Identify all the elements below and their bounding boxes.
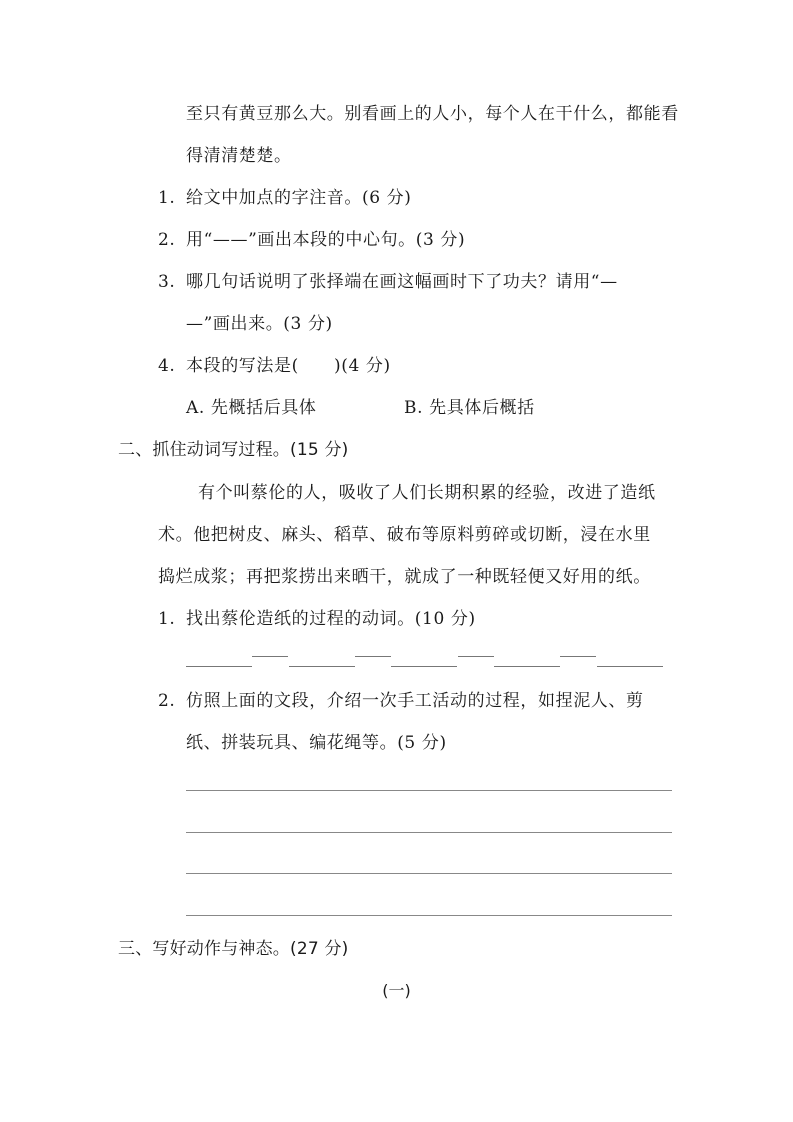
question-1-2 [158,228,465,252]
blank-separator [355,656,391,657]
answer-blank-2[interactable] [289,666,355,667]
question-text: 找出蔡伦造纸的过程的动词。(10 分) [186,609,476,629]
question-text: 哪几句话说明了张择端在画这幅画时下了功夫？请用“— [186,272,618,292]
question-number: 3. [158,272,176,292]
question-1-1 [158,186,411,210]
answer-writing-line-2[interactable] [186,832,672,833]
option-b[interactable] [404,396,535,420]
answer-writing-line-1[interactable] [186,790,672,791]
answer-blank-1[interactable] [186,666,252,667]
option-b-text: 先具体后概括 [429,398,535,418]
question-2-2-continuation: 纸、拼装玩具、编花绳等。(5 分) [186,733,447,753]
answer-blank-4[interactable] [494,666,560,667]
question-text: 用“——”画出本段的中心句。(3 分) [186,230,466,250]
passage-line-1: 至只有黄豆那么大。别看画上的人小，每个人在干什么，都能看 [186,104,679,124]
question-1-3 [158,270,618,294]
question-1-3-continuation: —”画出来。(3 分) [186,314,333,334]
question-number: 1. [158,609,176,629]
question-2-1 [158,607,476,631]
question-text: 仿照上面的文段，介绍一次手工活动的过程，如捏泥人、剪 [186,691,644,711]
blank-separator [560,656,596,657]
question-text: 本段的写法是( )(4 分) [186,356,391,376]
question-number: 1. [158,188,176,208]
section-2-heading: 二、抓住动词写过程。(15 分) [118,440,349,460]
section-2-passage-line-2: 术。他把树皮、麻头、稻草、破布等原料剪碎或切断，浸在水里 [158,525,651,545]
option-a[interactable] [186,396,398,420]
option-b-label: B. [404,398,424,418]
question-number: 4. [158,356,176,376]
blank-separator [252,656,288,657]
answer-blank-3[interactable] [391,666,457,667]
answer-writing-line-3[interactable] [186,873,672,874]
section-3-subheading: (一) [382,981,411,1000]
question-2-2 [158,689,644,713]
section-2-passage-line-1: 有个叫蔡伦的人，吸收了人们长期积累的经验，改进了造纸 [198,483,656,503]
passage-line-2: 得清清楚楚。 [186,146,292,166]
question-1-4-options [186,396,535,420]
answer-writing-line-4[interactable] [186,915,672,916]
question-1-4 [158,354,391,378]
section-2-passage-line-3: 捣烂成浆；再把浆捞出来晒干，就成了一种既轻便又好用的纸。 [158,567,651,587]
verb-answer-blanks [186,645,666,669]
question-number: 2. [158,230,176,250]
section-3-heading: 三、写好动作与神态。(27 分) [118,939,349,959]
option-a-label: A. [186,398,205,418]
question-text: 给文中加点的字注音。(6 分) [186,188,412,208]
question-number: 2. [158,691,176,711]
answer-blank-5[interactable] [597,666,663,667]
blank-separator [458,656,494,657]
option-a-text: 先概括后具体 [210,398,317,418]
